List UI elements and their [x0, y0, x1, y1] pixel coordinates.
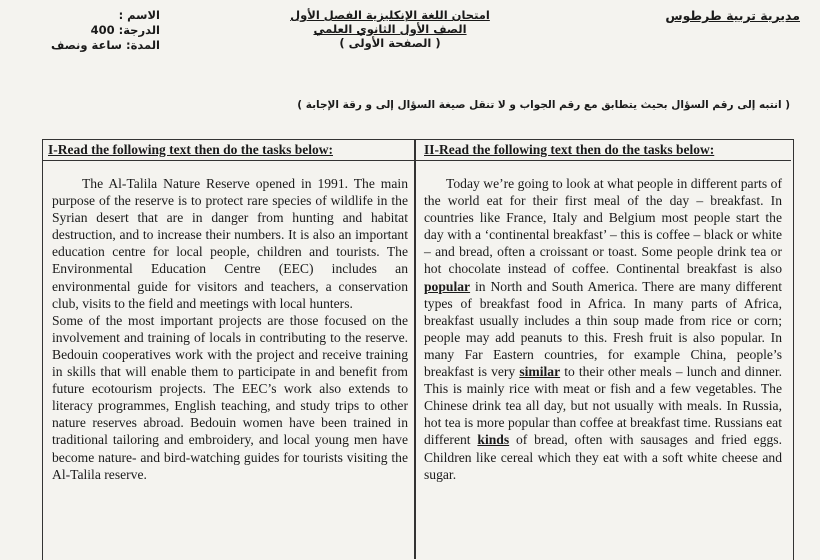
vocab-similar: similar [519, 364, 561, 380]
instructions: ( انتبه إلى رقم السؤال بحيث يتطابق مع رقم الجواب و لا تنقل صيغة السؤال إلى و رقة الإجابة ) [297, 99, 790, 111]
column-divider [414, 139, 416, 559]
directorate-label: مديرية تربية طرطوس [665, 8, 800, 23]
vocab-popular: popular [424, 278, 471, 294]
section1-para2: Some of the most important projects are those focused on the involvement and training of locals in contributing to the reserve. Bedouin cooperatives work with the project and receive training in skills that will enable them to participate in and benefit from future ecotourism projects. The EEC’s work also extends to literacy programmes, English teaching, and study trips to other nature reserves abroad. Bedouin women have been trained in traditional tailoring and embroidery, and local young men have become nature- and bird-watching guides for tourists visiting the Al-Talila reserve. [52, 312, 408, 482]
name-label: الاسم : [118, 8, 160, 22]
section2-text-2: in North and South America. There are many different types of breakfast food in Africa. In many parts of Africa, breakfast usually includes a thin soup made from rice or corn; people may add peanuts to this. Fresh fruit is also popular. In many Far Eastern countries, for example China, people’s breakfast is very [424, 278, 782, 380]
page-label: ( الصفحة الأولى ) [339, 36, 441, 50]
section1-text [52, 175, 408, 483]
student-info [30, 8, 160, 53]
exam-title: امتحان اللغة الإنكليزية الفصل الأول [290, 8, 490, 22]
section2-text-3: to their other meals – lunch and dinner. This is mainly rice with meat or fish and a few vegetables. The Chinese drink tea all day, but not usually with meals. In Russia, hot tea is more popular than coffee at breakfast time. Russians eat different [424, 364, 783, 448]
section1-heading: I-Read the following text then do the tasks below: [48, 142, 333, 157]
section2-rule [416, 160, 791, 161]
section2-text [424, 175, 782, 483]
section2-text-4: of bread, often with sausages and fried eggs. Children like cereal which they eat with a soft white cheese and sugar. [424, 432, 782, 482]
exam-title-block [290, 8, 490, 50]
section2-para [424, 175, 782, 483]
section2-text-1: Today we’re going to look at what people in different parts of the world eat for their first meal of the day – breakfast. In countries like France, Italy and Belgium most people start the day with a ‘continental breakfast’ – this is coffee – black or white – and bread, often a croissant or toast. Some people drink tea or hot chocolate instead of coffee. Continental breakfast is also [424, 176, 782, 277]
section1-para1: The Al-Talila Nature Reserve opened in 1991. The main purpose of the reserve is to protect rare species of wildlife in the Syrian desert that are in danger from hunting and habitat destruction, and to increase their numbers. It is also an important education centre for local people, children and tourists. The Environmental Education Centre (EEC) includes an environmental guide for visitors and teachers, a conservation club, visits to the field and meetings with local hunters. [52, 176, 408, 311]
mark-label: الدرجة: 400 [90, 23, 160, 37]
grade-label: الصف الأول الثانوي العلمي [313, 22, 467, 36]
section1-rule [43, 160, 414, 161]
vocab-kinds: kinds [477, 432, 510, 448]
section2-heading: II-Read the following text then do the tasks below: [424, 142, 715, 157]
duration-label: المدة: ساعة ونصف [51, 38, 160, 52]
